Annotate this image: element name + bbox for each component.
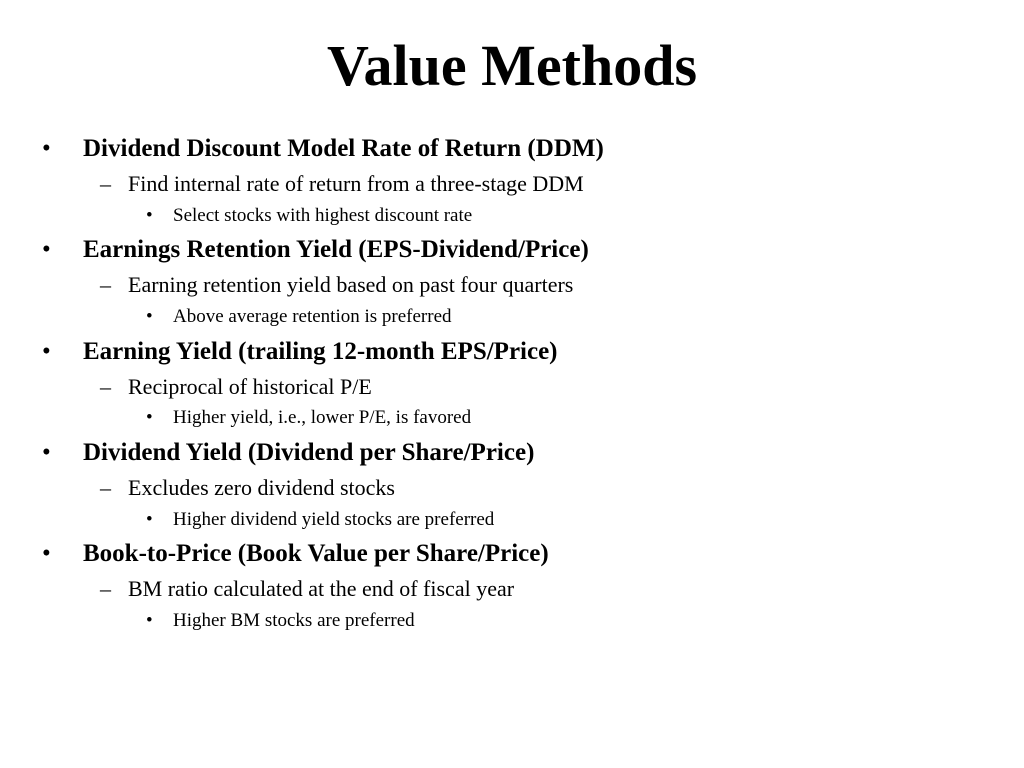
bullet-marker: • [146,610,153,631]
slide-title: Value Methods [326,33,698,98]
dash-marker: – [100,374,111,399]
bullet-text: Dividend Yield (Dividend per Share/Price) [83,439,535,466]
bullet-text: Earning Yield (trailing 12-month EPS/Price) [83,338,558,365]
sub-bullet-text: Excludes zero dividend stocks [128,475,395,500]
bullet-marker: • [42,135,51,162]
sub-bullet-text: Find internal rate of return from a three-stage DDM [128,171,584,196]
bullet-text: Book-to-Price (Book Value per Share/Price) [83,540,549,567]
sub-bullet-text: Reciprocal of historical P/E [128,374,372,399]
dash-marker: – [100,475,111,500]
dash-marker: – [100,171,111,196]
bullet-marker: • [146,509,153,530]
bullet-marker: • [146,306,153,327]
sub-sub-bullet-text: Higher dividend yield stocks are preferred [173,509,495,530]
bullet-marker: • [42,338,51,365]
sub-bullet-text: Earning retention yield based on past four quarters [128,272,574,297]
sub-sub-bullet-text: Above average retention is preferred [173,306,452,327]
bullet-marker: • [42,236,51,263]
bullet-marker: • [42,439,51,466]
sub-bullet-text: BM ratio calculated at the end of fiscal year [128,576,515,601]
dash-marker: – [100,272,111,297]
sub-sub-bullet-text: Select stocks with highest discount rate [173,205,473,226]
bullet-text: Dividend Discount Model Rate of Return (DDM) [83,135,604,162]
sub-sub-bullet-text: Higher yield, i.e., lower P/E, is favored [173,407,472,428]
bullet-text: Earnings Retention Yield (EPS-Dividend/Price) [83,236,589,263]
bullet-marker: • [146,407,153,428]
bullet-marker: • [146,205,153,226]
dash-marker: – [100,576,111,601]
bullet-marker: • [42,540,51,567]
sub-sub-bullet-text: Higher BM stocks are preferred [173,610,415,631]
